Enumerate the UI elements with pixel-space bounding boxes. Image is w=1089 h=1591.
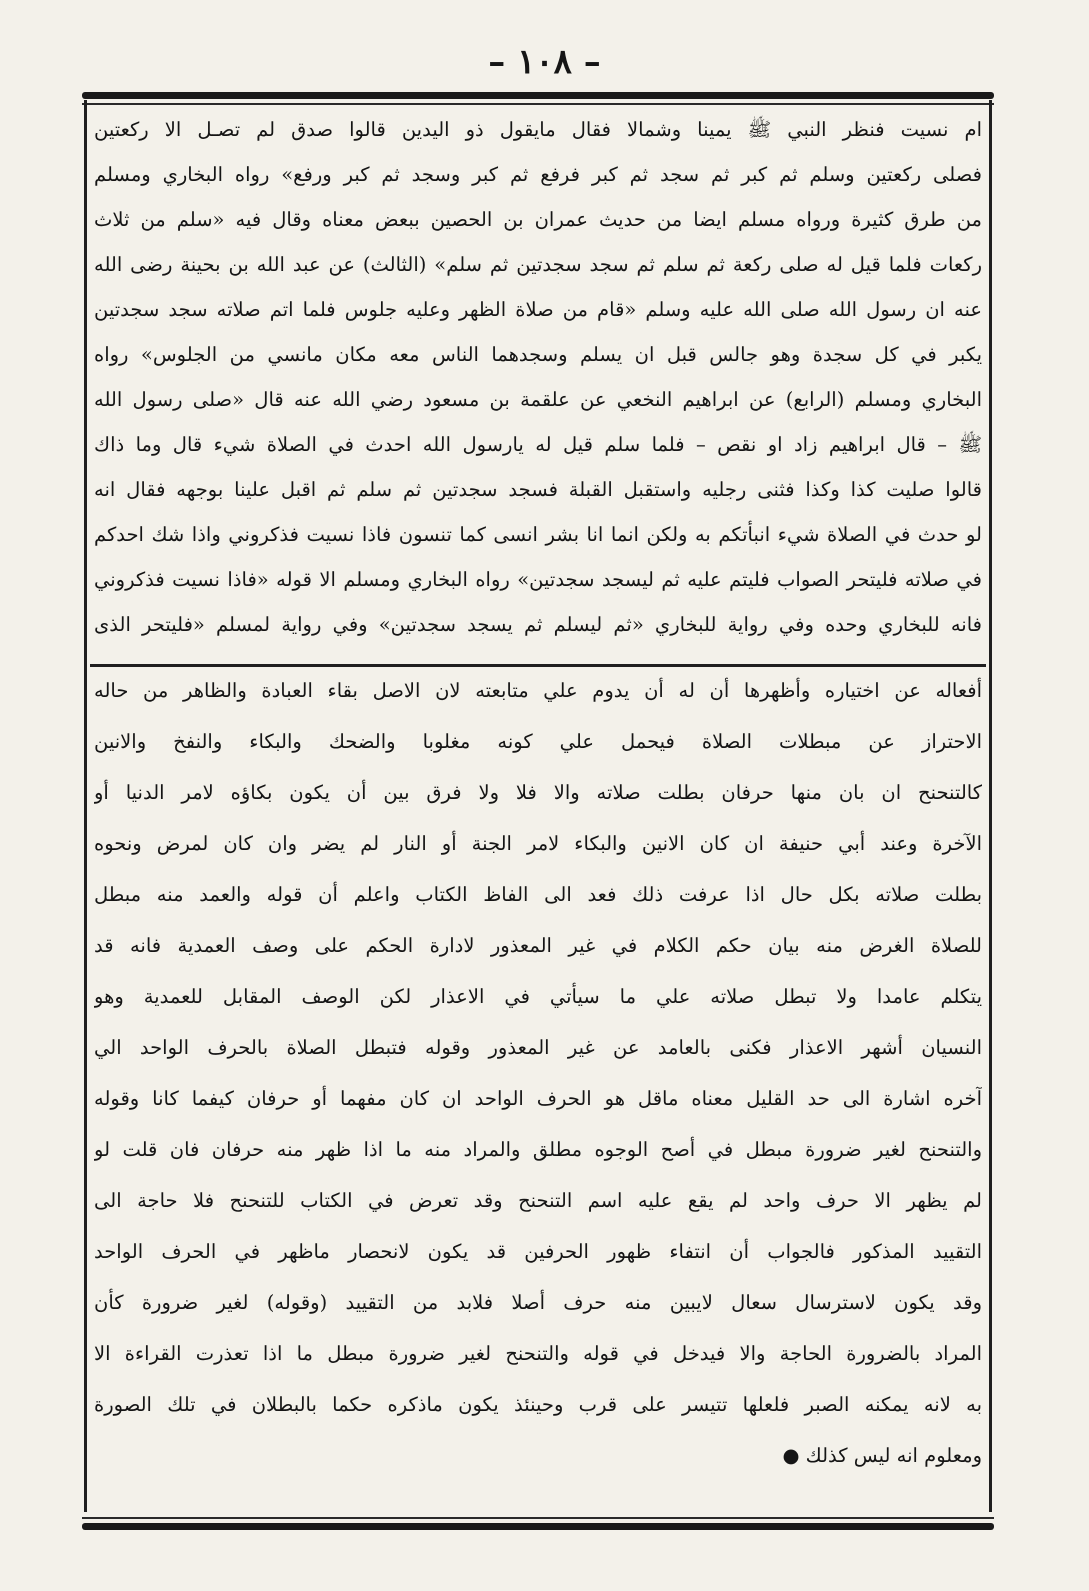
- commentary-line: الاحتراز عن مبطلات الصلاة فيحمل علي كونه مغلوبا والضحك والبكاء والنفخ والانين: [94, 730, 982, 753]
- commentary-line: آخره اشارة الى حد القليل معناه ماقل هو الحرف الواحد ان كان مفهما أو حرفان كيفما كانا وقوله: [94, 1087, 982, 1110]
- top-border-rule: [82, 92, 994, 99]
- top-border-thin-rule: [82, 103, 994, 105]
- page-frame: [82, 92, 994, 1530]
- commentary-line: أفعاله عن اختياره وأظهرها أن له أن يدوم علي متابعته لان الاصل بقاء العبادة والظاهر من حاله: [94, 679, 982, 702]
- hadith-line: لو حدث في الصلاة شيء انبأتكم به ولكن انما انا بشر انسى كما تنسون فاذا نسيت فذكروني واذا شك احدكم: [94, 523, 982, 546]
- commentary-line: التقييد المذكور فالجواب أن انتفاء ظهور الحرفين قد يكون لانحصار ماظهر في الحرف الواحد: [94, 1240, 982, 1263]
- hadith-line: يكبر في كل سجدة وهو جالس قبل ان يسلم وسجدهما الناس معه مكان مانسي من الجلوس» رواه: [94, 343, 982, 366]
- hadith-text-block: [94, 112, 982, 657]
- right-border-rule: [989, 100, 992, 1512]
- hadith-line: فصلى ركعتين وسلم ثم كبر ثم سجد ثم كبر فرفع ثم كبر وسجد ثم كبر ورفع» رواه البخاري ومسلم: [94, 163, 982, 186]
- hadith-line: البخاري ومسلم (الرابع) عن ابراهيم النخعي عن علقمة بن مسعود رضي الله عنه قال «صلى رسول الله: [94, 388, 982, 411]
- commentary-line: المراد بالضرورة الحاجة والا فيدخل في قوله والتنحنح لغير ضرورة مبطل ما اذا تعذرت القراءة الا: [94, 1342, 982, 1365]
- commentary-line: ومعلوم انه ليس كذلك ●: [782, 1444, 982, 1467]
- commentary-line: النسيان أشهر الاعذار فكنى بالعامد عن غير المعذور وقوله فتبطل الصلاة بالحرف الواحد الي: [94, 1036, 982, 1059]
- hadith-line: ركعات فلما قيل له صلى ركعة ثم سلم ثم سجد سجدتين ثم سلم» (الثالث) عن عبد الله بن بحينة رضى الله: [94, 253, 982, 276]
- section-divider: [90, 664, 986, 667]
- hadith-line: ﷺ – قال ابراهيم زاد او نقص – فلما سلم قيل له يارسول الله احدث في الصلاة شيء قال وما ذاك: [94, 433, 982, 456]
- commentary-line: كالتنحنح ان بان منها حرفان بطلت صلاته والا فلا ولا فرق بين أن يكون بكاؤه لامر الدنيا أو: [94, 781, 982, 804]
- hadith-line: ام نسيت فنظر النبي ﷺ يمينا وشمالا فقال مايقول ذو اليدين قالوا صدق لم تصـل الا ركعتين: [94, 118, 982, 141]
- commentary-line: الآخرة وعند أبي حنيفة ان كان الانين والبكاء لامر الجنة أو النار لم يضر وان كان لمرض ونحوه: [94, 832, 982, 855]
- commentary-line: به لانه يمكنه الصبر فلعلها تتيسر على قرب وحينئذ يكون ماذكره حكما بالبطلان في تلك الصورة: [94, 1393, 982, 1416]
- commentary-line: للصلاة الغرض منه بيان حكم الكلام في غير المعذور لادارة الحكم على وصف العمدية فانه قد: [94, 934, 982, 957]
- hadith-line: قالوا صليت كذا وكذا فثنى رجليه واستقبل القبلة فسجد سجدتين ثم سلم ثم اقبل علينا بوجهه فقال انه: [94, 478, 982, 501]
- commentary-text-block: [94, 674, 982, 1504]
- hadith-line: فانه للبخاري وحده وفي رواية للبخاري «ثم ليسلم ثم يسجد سجدتين» وفي رواية لمسلم «فليتحر الذى: [94, 613, 982, 636]
- commentary-line: بطلت صلاته بكل حال اذا عرفت ذلك فعد الى الفاظ الكتاب واعلم أن قوله والعمد منه مبطل: [94, 883, 982, 906]
- commentary-line: والتنحنح لغير ضرورة مبطل في أصح الوجوه مطلق والمراد منه ما اذا ظهر منه حرفان فان قلت لو: [94, 1138, 982, 1161]
- commentary-line: لم يظهر الا حرف واحد لم يقع عليه اسم التنحنح وقد تعرض في الكتاب للتنحنح فلا حاجة الى: [94, 1189, 982, 1212]
- bottom-border-rule: [82, 1523, 994, 1530]
- bottom-border-thin-rule: [82, 1517, 994, 1519]
- left-border-rule: [84, 100, 87, 1512]
- hadith-line: في صلاته فليتحر الصواب فليتم عليه ثم ليسجد سجدتين» رواه البخاري ومسلم الا قوله «فاذا نسيت فذكروني: [94, 568, 982, 591]
- page-number: – ١٠٨ –: [488, 42, 601, 82]
- hadith-line: عنه ان رسول الله صلى الله عليه وسلم «قام من صلاة الظهر وعليه جلوس فلما اتم صلاته سجد سجدتين: [94, 298, 982, 321]
- hadith-line: من طرق كثيرة ورواه مسلم ايضا من حديث عمران بن الحصين ببعض معناه وقال فيه «سلم من ثلاث: [94, 208, 982, 231]
- commentary-line: يتكلم عامدا ولا تبطل صلاته علي ما سيأتي في الاعذار لكن الوصف المقابل للعمدية وهو: [94, 985, 982, 1008]
- commentary-line: وقد يكون لاسترسال سعال لايبين منه حرف أصلا فلابد من التقييد (وقوله) لغير ضرورة كأن: [94, 1291, 982, 1314]
